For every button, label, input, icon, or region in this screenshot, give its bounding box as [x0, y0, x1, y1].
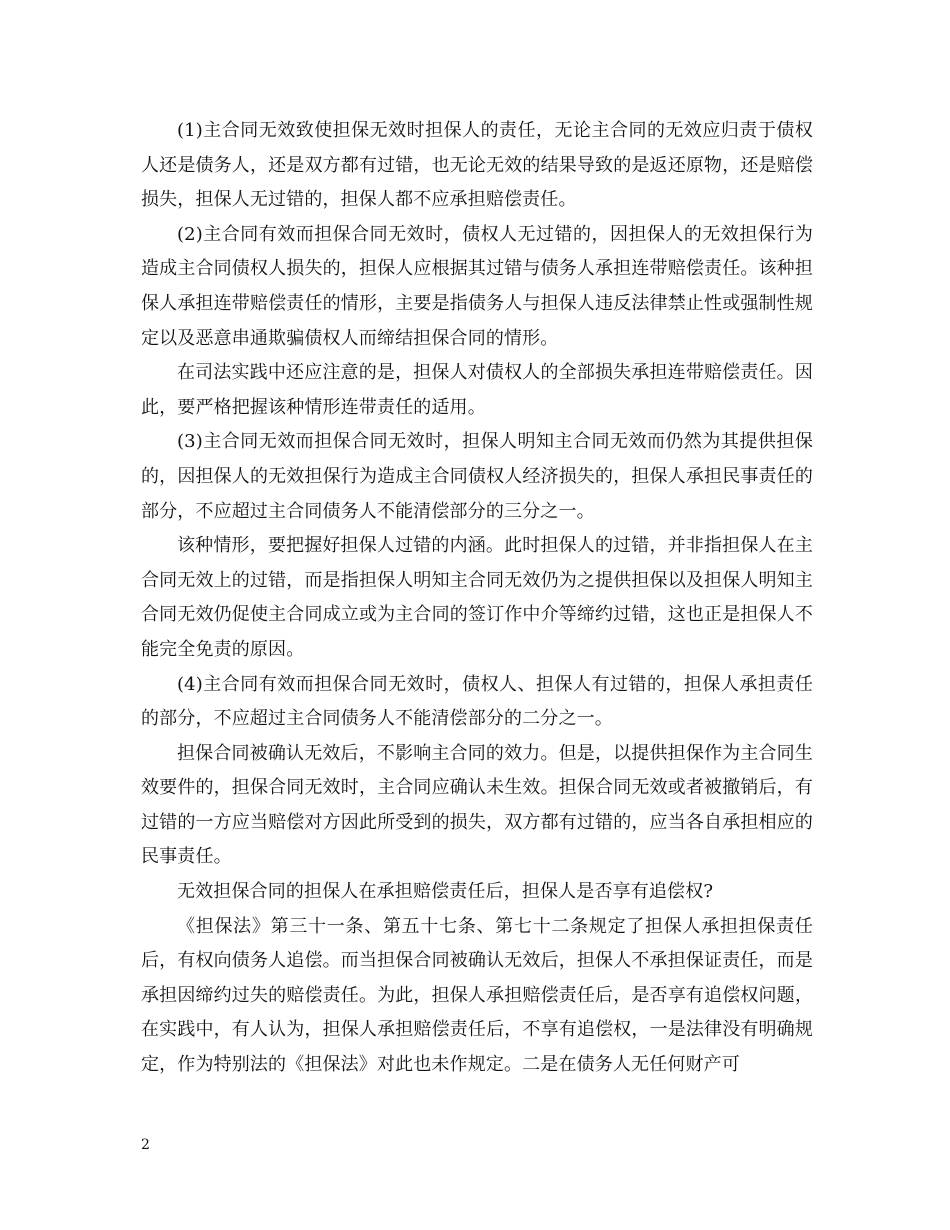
paragraph-4: (3)主合同无效而担保合同无效时，担保人明知主合同无效而仍然为其提供担保的，因担保人的无效担保行为造成主合同债权人经济损失的，担保人承担民事责任的部分，不应超过主合同债务人不能清偿部分的三分之一。: [141, 431, 813, 522]
paragraph-3: 在司法实践中还应注意的是，担保人对债权人的全部损失承担连带赔偿责任。因此，要严格把握该种情形连带责任的适用。: [141, 362, 813, 418]
paragraph-6: (4)主合同有效而担保合同无效时，债权人、担保人有过错的，担保人承担责任的部分，不应超过主合同债务人不能清偿部分的二分之一。: [141, 673, 813, 730]
paragraph-7: 担保合同被确认无效后，不影响主合同的效力。但是，以提供担保作为主合同生效要件的，担保合同无效时，主合同应确认未生效。担保合同无效或者被撤销后，有过错的一方应当赔偿对方因此所受到的损失，双方都有过错的，应当各自承担相应的民事责任。: [141, 742, 813, 868]
paragraph-8: 无效担保合同的担保人在承担赔偿责任后，担保人是否享有追偿权?: [177, 881, 714, 903]
paragraph-9: 《担保法》第三十一条、第五十七条、第七十二条规定了担保人承担担保责任后，有权向债务人追偿。而当担保合同被确认无效后，担保人不承担保证责任，而是承担因缔约过失的赔偿责任。为此，担保人承担赔偿责任后，是否享有追偿权问题，在实践中，有人认为，担保人承担赔偿责任后，不享有追偿权，一是法律没有明确规定，作为特别法的《担保法》对此也未作规定。二是在债务人无任何财产可: [141, 915, 813, 1076]
body-text: [141, 114, 813, 1083]
page-number: 2: [141, 1137, 150, 1153]
paragraph-2: (2)主合同有效而担保合同无效时，债权人无过错的，因担保人的无效担保行为造成主合同债权人损失的，担保人应根据其过错与债务人承担连带赔偿责任。该种担保人承担连带赔偿责任的情形，主要是指债务人与担保人违反法律禁止性或强制性规定以及恶意串通欺骗债权人而缔结担保合同的情形。: [141, 223, 813, 349]
paragraph-5: 该种情形，要把握好担保人过错的内涵。此时担保人的过错，并非指担保人在主合同无效上的过错，而是指担保人明知主合同无效仍为之提供担保以及担保人明知主合同无效仍促使主合同成立或为主合同的签订作中介等缔约过错，这也正是担保人不能完全免责的原因。: [141, 535, 813, 660]
paragraph-1: (1)主合同无效致使担保无效时担保人的责任，无论主合同的无效应归责于债权人还是债务人，还是双方都有过错，也无论无效的结果导致的是返还原物，还是赔偿损失，担保人无过错的，担保人都不应承担赔偿责任。: [141, 120, 813, 211]
